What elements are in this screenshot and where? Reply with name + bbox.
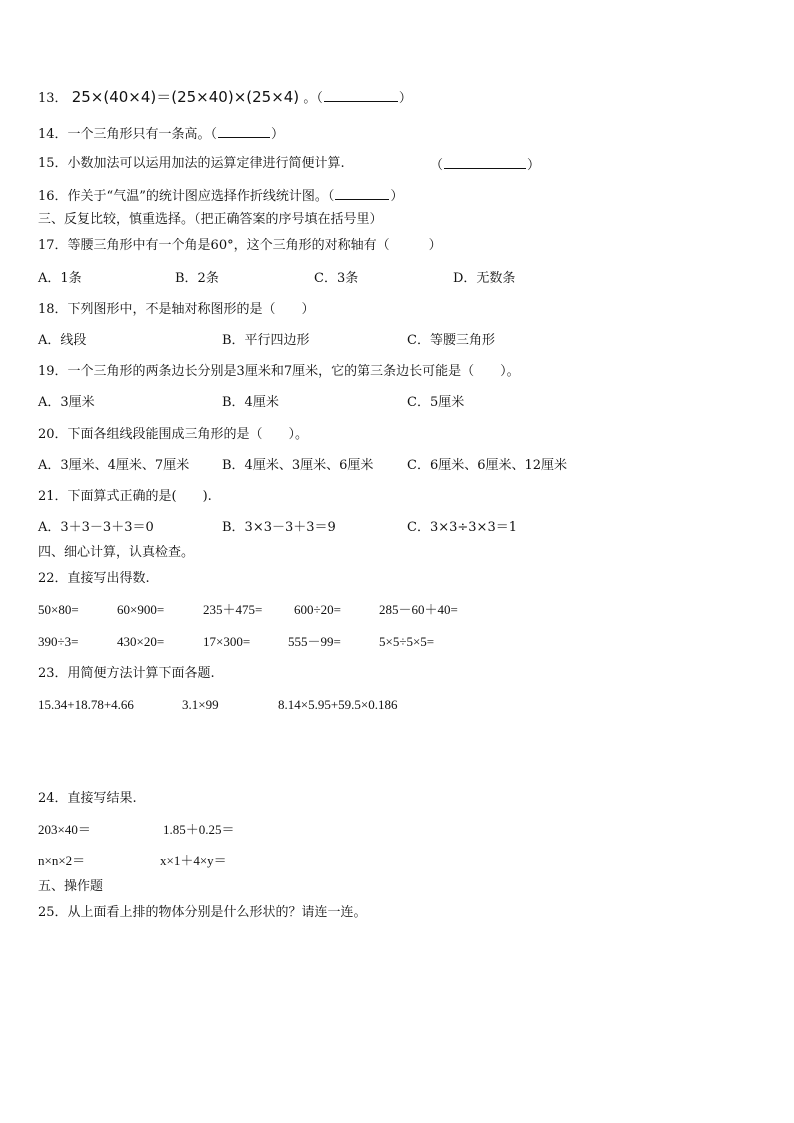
question-16	[38, 187, 403, 205]
q23-item-2: 3.1×99	[182, 697, 219, 712]
q20-option-b[interactable]: B．4厘米、3厘米、6厘米	[222, 458, 374, 473]
q22-item-10: 5×5÷5×5=	[379, 634, 435, 649]
question-13-number: 13．	[38, 91, 68, 106]
q21-option-a[interactable]: A．3＋3－3＋3＝0	[38, 520, 154, 535]
q21-option-c[interactable]: C．3×3÷3×3＝1	[407, 520, 517, 535]
q22-item-4: 600÷20=	[294, 602, 341, 617]
section-3-heading: 三、反复比较，慎重选择。（把正确答案的序号填在括号里）	[38, 212, 383, 227]
q22-item-5: 285－60＋40=	[379, 602, 458, 617]
q17-option-a[interactable]: A．1条	[38, 271, 82, 286]
answer-blank-15[interactable]	[444, 156, 526, 169]
q22-item-3: 235＋475=	[203, 602, 263, 617]
q17-option-c[interactable]: C．3条	[314, 271, 359, 286]
q23-item-1: 15.34+18.78+4.66	[38, 697, 134, 712]
question-15-text: 15．小数加法可以运用加法的运算定律进行简便计算.	[38, 156, 345, 171]
q18-option-c[interactable]: C．等腰三角形	[407, 333, 495, 348]
question-14-text: 14．一个三角形只有一条高。（	[38, 127, 218, 142]
question-14	[38, 125, 284, 143]
q22-item-7: 430×20=	[117, 634, 165, 649]
question-23: 23．用简便方法计算下面各题.	[38, 666, 215, 681]
question-15-close: ）	[527, 158, 541, 173]
q18-option-b[interactable]: B．平行四边形	[222, 333, 310, 348]
question-17: 17．等腰三角形中有一个角是60°，这个三角形的对称轴有（ ）	[38, 238, 442, 253]
question-13	[38, 89, 412, 107]
q19-option-a[interactable]: A．3厘米	[38, 395, 95, 410]
question-25: 25．从上面看上排的物体分别是什么形状的？请连一连。	[38, 905, 367, 920]
q19-option-c[interactable]: C．5厘米	[407, 395, 465, 410]
q22-item-9: 555－99=	[288, 634, 341, 649]
q23-item-3: 8.14×5.95+59.5×0.186	[278, 697, 398, 712]
q22-item-1: 50×80=	[38, 602, 79, 617]
question-13-tail: 。（	[303, 91, 323, 106]
q17-option-b[interactable]: B．2条	[175, 271, 219, 286]
q20-option-a[interactable]: A．3厘米、4厘米、7厘米	[38, 458, 190, 473]
question-24: 24．直接写结果.	[38, 791, 137, 806]
q19-option-b[interactable]: B．4厘米	[222, 395, 279, 410]
section-4-heading: 四、细心计算，认真检查。	[38, 545, 195, 560]
q20-option-c[interactable]: C．6厘米、6厘米、12厘米	[407, 458, 568, 473]
q22-item-6: 390÷3=	[38, 634, 79, 649]
q18-option-a[interactable]: A．线段	[38, 333, 87, 348]
q24-item-3: n×n×2＝	[38, 853, 86, 868]
answer-blank-14[interactable]	[218, 125, 270, 138]
question-19: 19．一个三角形的两条边长分别是3厘米和7厘米，它的第三条边长可能是（ ）。	[38, 364, 520, 379]
question-13-expression: 25×(40×4)＝(25×40)×(25×4)	[71, 88, 300, 106]
q24-item-1: 203×40＝	[38, 822, 91, 837]
q17-option-d[interactable]: D．无数条	[453, 271, 516, 286]
question-15	[38, 156, 345, 172]
q21-option-b[interactable]: B．3×3－3＋3＝9	[222, 520, 336, 535]
q24-item-2: 1.85＋0.25＝	[163, 822, 235, 837]
question-21: 21．下面算式正确的是( ).	[38, 489, 212, 504]
question-16-close: ）	[390, 189, 404, 204]
question-22: 22．直接写出得数.	[38, 571, 150, 586]
question-14-close: ）	[271, 127, 285, 142]
answer-blank-16[interactable]	[335, 187, 389, 200]
question-15-answer	[430, 156, 540, 174]
q24-item-4: x×1＋4×y＝	[160, 853, 227, 868]
question-13-close: ）	[398, 91, 412, 106]
q22-item-2: 60×900=	[117, 602, 165, 617]
question-15-open: （	[430, 158, 444, 173]
question-16-text: 16．作关于“气温”的统计图应选择作折线统计图。（	[38, 189, 335, 204]
question-18: 18．下列图形中，不是轴对称图形的是（ ）	[38, 302, 315, 317]
section-5-heading: 五、操作题	[38, 879, 104, 894]
q22-item-8: 17×300=	[203, 634, 251, 649]
question-20: 20．下面各组线段能围成三角形的是（ ）。	[38, 427, 309, 442]
answer-blank-13[interactable]	[324, 89, 398, 102]
